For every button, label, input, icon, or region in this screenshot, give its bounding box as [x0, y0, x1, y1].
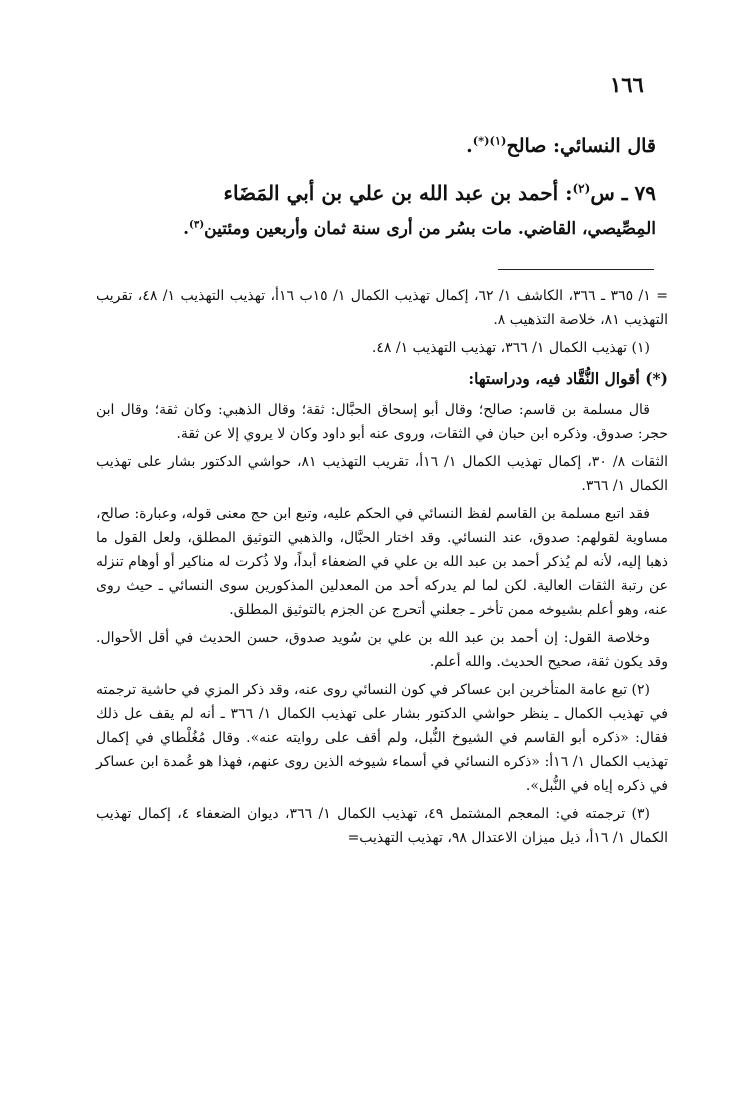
critics-section-title: (*) أقوال النُّقَّاد فيه، ودراستها: [468, 369, 668, 388]
entry-details-text: المِصِّيصي، القاضي. مات بسُر من أرى سنة ثمان وأربعين ومئتين [204, 219, 656, 239]
critics-discussion: فقد اتبع مسلمة بن القاسم لفظ النسائي في الحكم عليه، وتبع ابن حج معنى قوله، وعبارة: صالح، مساوية لقولهم: صدوق، عند النسائي. وقد اختار الحبَّال، والذهبي التوثيق المطلق، ولعل القول ما ذهبا إليه، لأنه لم يُذكر أحمد بن عبد الله بن علي في الضعفاء أبداً، ولا ذُكرت له مناكير أو أوهام تنزله عن رتبة الثقات العالية. لكن لما لم يدركه أحد من المعدلين المذكورين سوى النسائي ـ حيث روى عنه، وهو أعلم بشيوخه ممن تأخر ـ جعلني أتحرج عن الجزم بالتوثيق المطلق. [96, 506, 668, 618]
nasai-verdict-line [58, 124, 656, 168]
footnote-continuation: = ١/ ٣٦٥ ـ ٣٦٦، الكاشف ١/ ٦٢، إكمال تهذيب الكمال ١/ ١٥ب ١٦أ، تهذيب التهذيب ١/ ٤٨، تقريب التهذيب ٨١، خلاصة التذهيب ٨. [96, 288, 668, 328]
line-end: . [183, 219, 190, 239]
footnote-1: (١) تهذيب الكمال ١/ ٣٦٦، تهذيب التهذيب ١/ ٤٨. [371, 340, 650, 356]
conclusion: وخلاصة القول: إن أحمد بن عبد الله بن علي بن سُويد صدوق، حسن الحديث في أقل الأحوال. وقد يكون ثقة، صحيح الحديث. والله أعلم. [96, 630, 668, 670]
line-end: . [466, 135, 473, 157]
footnote-ref-3[interactable]: (٣) [189, 218, 205, 231]
entry-79-heading [58, 174, 656, 212]
footnote-2: (٢) تبع عامة المتأخرين ابن عساكر في كون النسائي روى عنه، وقد ذكر المزي في حاشية ترجمته في تهذيب الكمال ـ ينظر حواشي الدكتور بشار على تهذيب الكمال ١/ ٣٦٦ ـ أنه لم يقف عل ذلك فقال: «ذكره أبو القاسم في الشيوخ النُّبل، ولم أقف على روايته عنه». وقال مُغُلْطاي في إكمال تهذيب الكمال ١/ ١٦أ: «ذكره النسائي في أسماء شيوخه الذين روى عنهم، فهذا هو عُمدة ابن عساكر في ذكره إياه في النُّبل». [96, 682, 668, 794]
critics-sayings: قال مسلمة بن قاسم: صالح؛ وقال أبو إسحاق الحبَّال: ثقة؛ وقال الذهبي: وكان ثقة؛ وقال ابن حجر: صدوق. وذكره ابن حبان في الثقات، وروى عنه أبو داود وكان لا يروي إلا عن ثقة. [96, 402, 668, 442]
footnote-3: (٣) ترجمته في: المعجم المشتمل ٤٩، تهذيب الكمال ١/ ٣٦٦، ديوان الضعفاء ٤، إكمال تهذيب الكمال ١/ ١٦أ، ذيل ميزان الاعتدال ٩٨، تهذيب التهذيب= [96, 806, 668, 846]
entry-name: : أحمد بن عبد الله بن علي بن أبي المَضَاء [223, 181, 573, 205]
nasai-verdict-text: قال النسائي: صالح [506, 135, 656, 157]
footnotes [96, 284, 668, 854]
footnote-ref-2[interactable]: (٢) [572, 181, 591, 196]
critics-references: الثقات ٨/ ٣٠، إكمال تهذيب الكمال ١/ ١٦أ، تقريب التهذيب ٨١، حواشي الدكتور بشار على تهذيب الكمال ١/ ٣٦٦. [96, 454, 669, 494]
footnote-ref-1-star[interactable]: (١)(*) [472, 133, 507, 148]
entry-number: ٧٩ ـ س [590, 181, 656, 205]
page-number: ١٦٦ [610, 72, 644, 97]
entry-79-details [58, 212, 656, 246]
main-text [58, 124, 656, 246]
footnote-separator [498, 269, 654, 270]
